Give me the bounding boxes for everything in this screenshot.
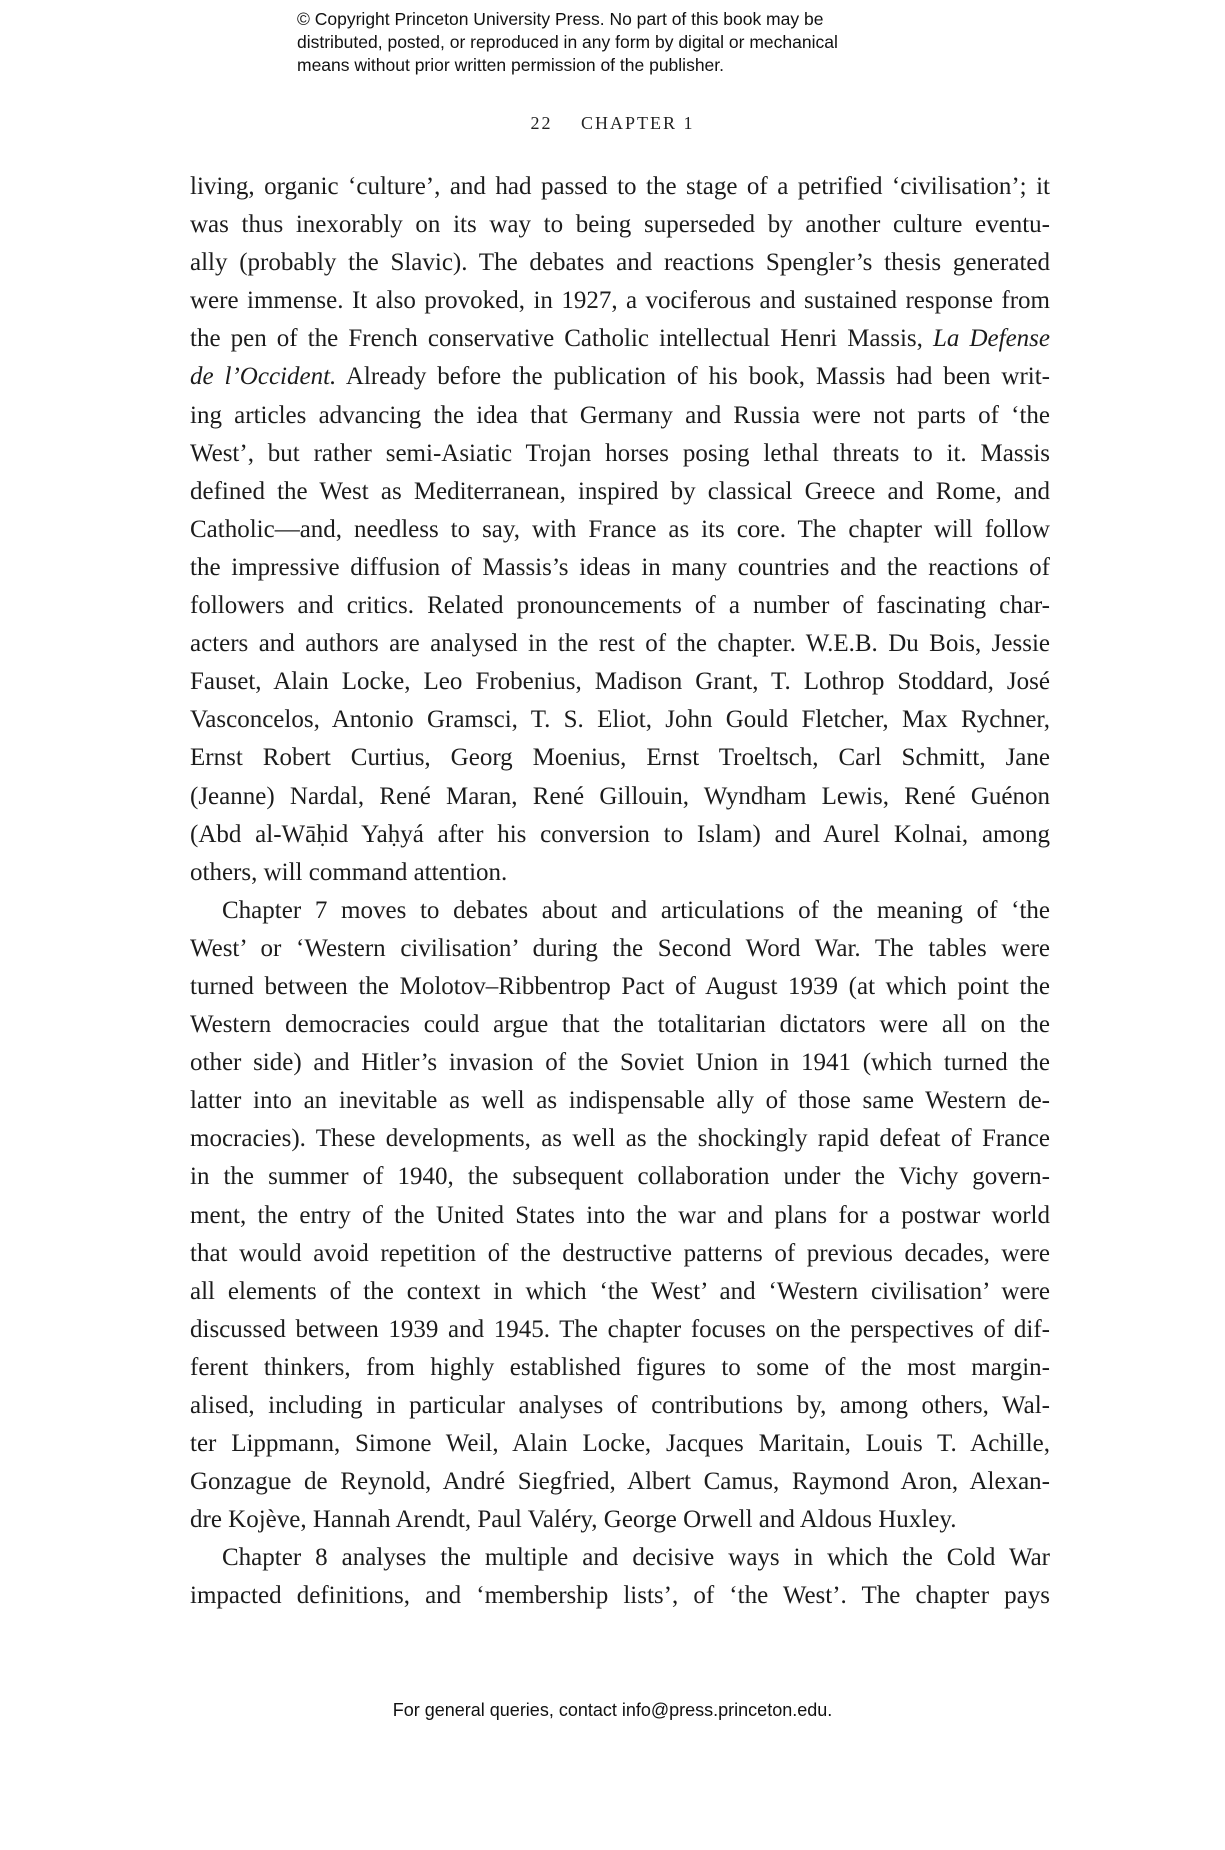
- text-line: Gonzague de Reynold, André Siegfried, Albert Camus, Raymond Aron, Alexan-: [190, 1468, 1050, 1496]
- text-line: all elements of the context in which ‘the West’ and ‘Western civilisation’ were: [190, 1277, 1050, 1305]
- text-line: in the summer of 1940, the subsequent collaboration under the Vichy govern-: [190, 1163, 1050, 1191]
- text-span: the pen of the French conservative Catholic intellectual Henri Massis,: [190, 325, 923, 353]
- text-line: ferent thinkers, from highly established figures to some of the most margin-: [190, 1353, 1050, 1381]
- page-number: 22: [530, 113, 553, 133]
- text-line: (Abd al-Wāḥid Yaḥyá after his conversion to Islam) and Aurel Kolnai, among: [190, 820, 1050, 848]
- text-line: ment, the entry of the United States into the war and plans for a postwar world: [190, 1201, 1050, 1229]
- text-line: [190, 320, 1050, 358]
- text-line: West’, but rather semi-Asiatic Trojan horses posing lethal threats to it. Massis: [190, 439, 1050, 467]
- text-line: alised, including in particular analyses of contributions by, among others, Wal-: [190, 1392, 1050, 1419]
- text-line: Chapter 7 moves to debates about and articulations of the meaning of ‘the: [222, 896, 1050, 924]
- text-line: (Jeanne) Nardal, René Maran, René Gillouin, Wyndham Lewis, René Guénon: [190, 782, 1050, 810]
- text-line: followers and critics. Related pronouncements of a number of fascinating char-: [190, 592, 1050, 620]
- text-line: were immense. It also provoked, in 1927, a vociferous and sustained response from: [190, 287, 1050, 315]
- text-span: Already before the publication of his book, Massis had been writ-: [336, 363, 1050, 391]
- book-title: de l’Occident.: [190, 363, 337, 391]
- text-line: Vasconcelos, Antonio Gramsci, T. S. Eliot, John Gould Fletcher, Max Rychner,: [190, 706, 1050, 734]
- text-line: turned between the Molotov–Ribbentrop Pact of August 1939 (at which point the: [190, 972, 1050, 1000]
- paragraph: [190, 168, 1050, 892]
- text-line: acters and authors are analysed in the rest of the chapter. W.E.B. Du Bois, Jessie: [190, 630, 1050, 658]
- body-text: [190, 168, 1050, 1616]
- copyright-line: © Copyright Princeton University Press. No part of this book may be: [297, 9, 824, 29]
- paragraph: [190, 1539, 1050, 1615]
- footer-contact: For general queries, contact info@press.princeton.edu.: [392, 1700, 833, 1720]
- text-line: Ernst Robert Curtius, Georg Moenius, Ernst Troeltsch, Carl Schmitt, Jane: [190, 744, 1050, 772]
- chapter-label: CHAPTER 1: [580, 113, 695, 133]
- text-line: latter into an inevitable as well as indispensable ally of those same Western de-: [190, 1087, 1050, 1115]
- text-line: living, organic ‘culture’, and had passed to the stage of a petrified ‘civilisation’; it: [190, 173, 1050, 200]
- text-line: was thus inexorably on its way to being superseded by another culture eventu-: [190, 211, 1050, 239]
- text-line: that would avoid repetition of the destructive patterns of previous decades, were: [190, 1239, 1050, 1267]
- copyright-line: distributed, posted, or reproduced in any form by digital or mechanical: [297, 32, 838, 52]
- text-line: Chapter 8 analyses the multiple and decisive ways in which the Cold War: [222, 1544, 1050, 1572]
- copyright-notice: [297, 8, 937, 77]
- text-line: defined the West as Mediterranean, inspired by classical Greece and Rome, and: [190, 477, 1050, 505]
- text-line: Catholic—and, needless to say, with France as its core. The chapter will follow: [190, 515, 1050, 543]
- text-line: other side) and Hitler’s invasion of the Soviet Union in 1941 (which turned the: [190, 1049, 1050, 1077]
- text-line: [190, 358, 1050, 396]
- text-line: West’ or ‘Western civilisation’ during the Second Word War. The tables were: [190, 934, 1050, 962]
- text-line: impacted definitions, and ‘membership lists’, of ‘the West’. The chapter pays: [190, 1582, 1050, 1610]
- copyright-line: means without prior written permission of the publisher.: [297, 55, 725, 75]
- paragraph: [190, 892, 1050, 1540]
- text-line: Fauset, Alain Locke, Leo Frobenius, Madison Grant, T. Lothrop Stoddard, José: [190, 668, 1050, 696]
- text-line: ter Lippmann, Simone Weil, Alain Locke, Jacques Maritain, Louis T. Achille,: [190, 1430, 1050, 1458]
- text-line: mocracies). These developments, as well as the shockingly rapid defeat of France: [190, 1125, 1050, 1153]
- text-line: others, will command attention.: [190, 858, 508, 886]
- running-head: [0, 113, 1225, 134]
- text-line: ing articles advancing the idea that Germany and Russia were not parts of ‘the: [190, 401, 1050, 429]
- text-line: ally (probably the Slavic). The debates and reactions Spengler’s thesis generated: [190, 249, 1050, 277]
- text-line: discussed between 1939 and 1945. The chapter focuses on the perspectives of dif-: [190, 1315, 1050, 1343]
- book-title: La Defense: [933, 325, 1051, 353]
- text-line: Western democracies could argue that the totalitarian dictators were all on the: [190, 1011, 1050, 1039]
- text-line: dre Kojève, Hannah Arendt, Paul Valéry, George Orwell and Aldous Huxley.: [190, 1506, 957, 1534]
- text-line: the impressive diffusion of Massis’s ideas in many countries and the reactions of: [190, 553, 1050, 581]
